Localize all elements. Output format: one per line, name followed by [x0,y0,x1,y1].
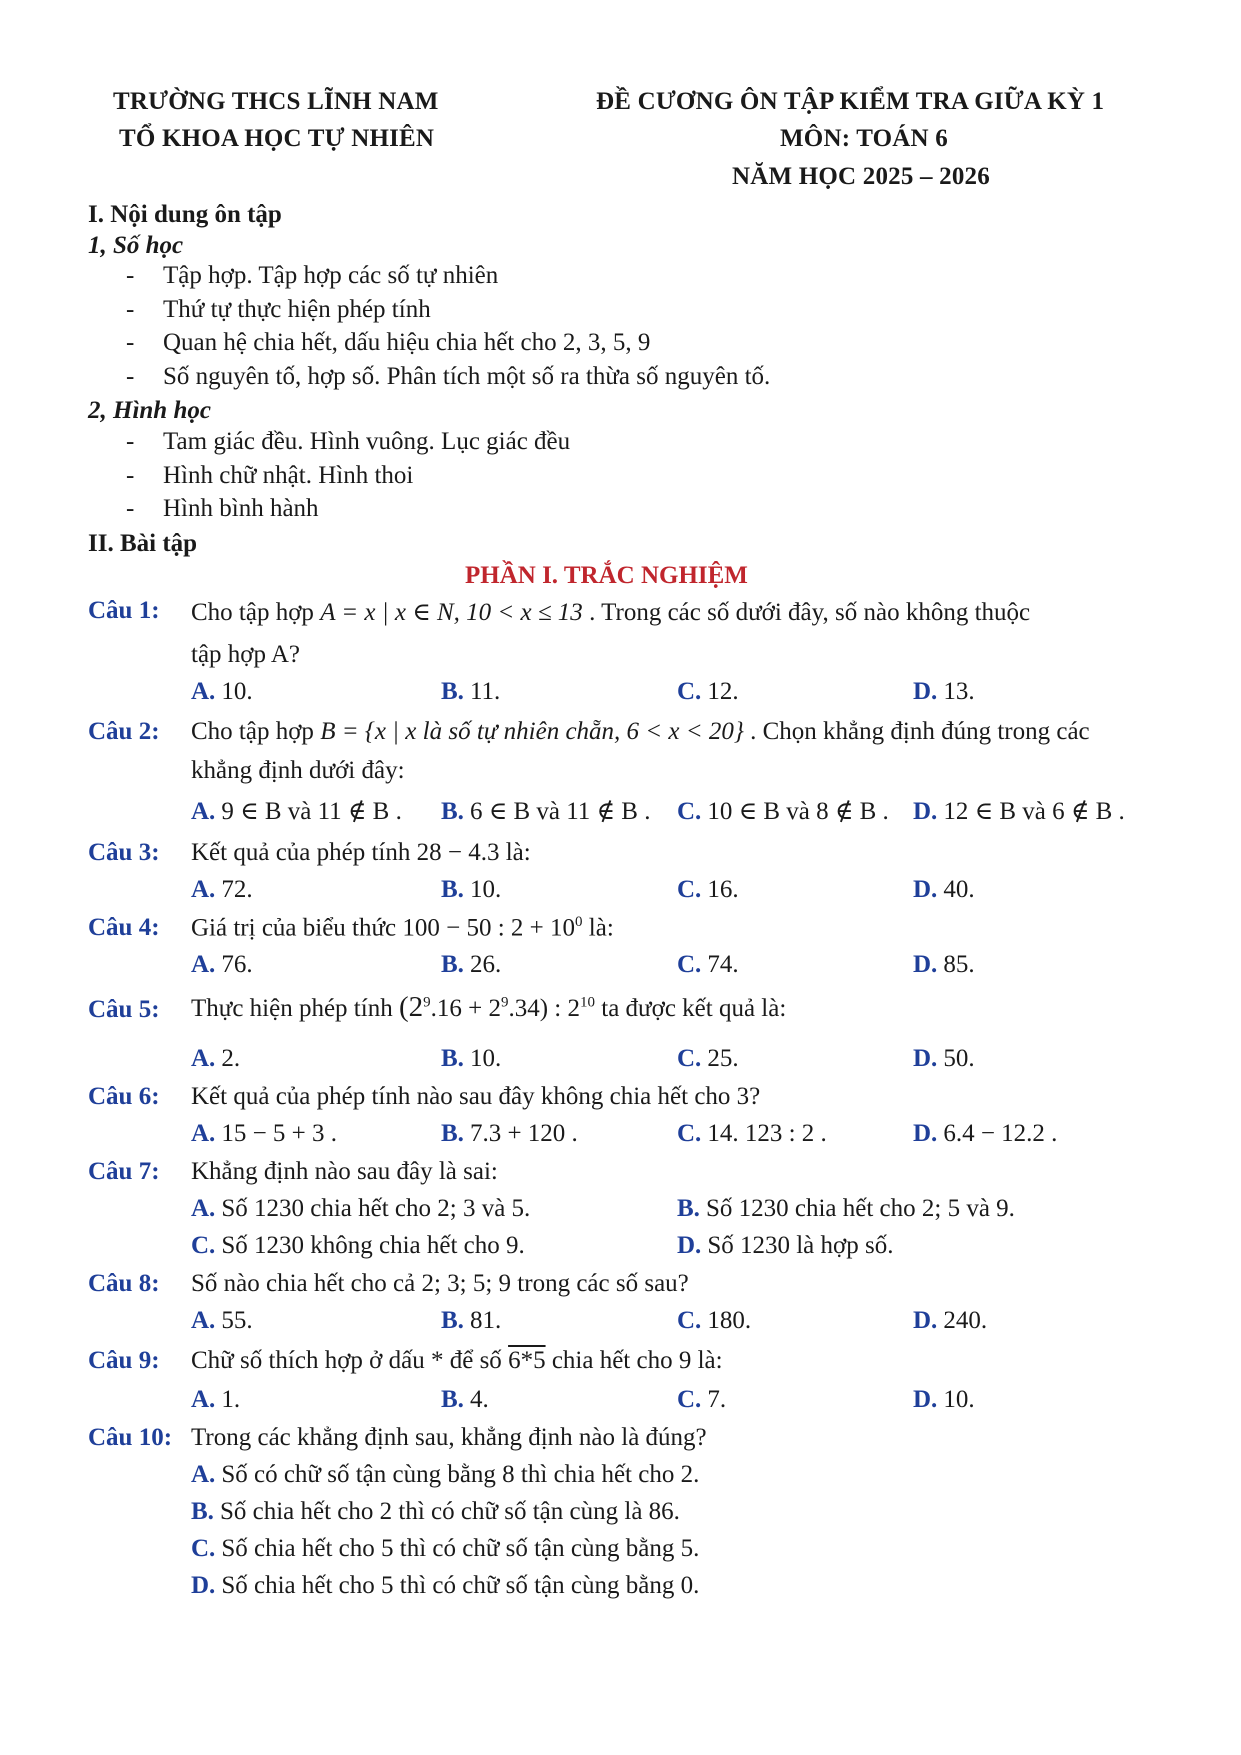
question-label: Câu 6: [88,1083,160,1110]
question-text: Cho tập hợp A = x | x ∈ N, 10 < x ≤ 13 . Trong các số dưới đây, số nào không thuộc [191,599,1031,626]
section-1-title: I. Nội dung ôn tập [88,201,282,228]
option-c: C. 12. [677,678,739,705]
option-b: B. Số chia hết cho 2 thì có chữ số tận cùng là 86. [191,1498,680,1525]
option-c: C. 16. [677,876,739,903]
option-b: B. 4. [441,1386,489,1413]
option-d: D. 10. [913,1386,975,1413]
option-b: B. Số 1230 chia hết cho 2; 5 và 9. [677,1195,1015,1222]
question-text-line2: tập hợp A? [191,641,301,668]
school-year: NĂM HỌC 2025 – 2026 [732,163,990,190]
question-text: Số nào chia hết cho cả 2; 3; 5; 9 trong các số sau? [191,1270,689,1297]
option-a: A. 76. [191,951,253,978]
option-c: C. 74. [677,951,739,978]
question-label: Câu 10: [88,1424,173,1451]
option-d: D. 50. [913,1045,975,1072]
question-text: Chữ số thích hợp ở dấu * để số 6*5 chia hết cho 9 là: [191,1347,723,1374]
option-a: A. Số có chữ số tận cùng bằng 8 thì chia hết cho 2. [191,1461,700,1488]
option-d: D. Số 1230 là hợp số. [677,1232,894,1259]
option-a: A. 9 ∈ B và 11 ∉ B . [191,798,402,825]
option-d: D. 13. [913,678,975,705]
option-c: C. 10 ∈ B và 8 ∉ B . [677,798,889,825]
option-d: D. 240. [913,1307,988,1334]
subsection-arithmetic-title: 1, Số học [88,232,184,259]
option-a: A. 2. [191,1045,241,1072]
question-text: Thực hiện phép tính $(2^9.16 + 2^9.34)$ : $2^{10}$ ta được kết quả là: [191,991,787,1023]
option-d: D. 40. [913,876,975,903]
option-c: C. 180. [677,1307,752,1334]
question-label: Câu 2: [88,718,160,745]
option-a: A. 1. [191,1386,241,1413]
question-text: Cho tập hợp B = {x | x là số tự nhiên chẵn, 6 < x < 20} . Chọn khẳng định đúng trong các [191,718,1090,745]
question-label: Câu 5: [88,996,160,1023]
question-label: Câu 9: [88,1347,160,1374]
part-title: PHẦN I. TRẮC NGHIỆM [465,562,748,589]
option-b: B. 10. [441,1045,502,1072]
question-text: Kết quả của phép tính nào sau đây không chia hết cho 3? [191,1083,761,1110]
option-c: C. Số 1230 không chia hết cho 9. [191,1232,525,1259]
option-b: B. 81. [441,1307,502,1334]
option-a: A. 10. [191,678,253,705]
option-a: A. 15 − 5 + 3 . [191,1120,338,1147]
school-name: TRƯỜNG THCS LĨNH NAM [113,88,439,115]
subject-line: MÔN: TOÁN 6 [780,125,948,152]
option-d: D. 12 ∈ B và 6 ∉ B . [913,798,1125,825]
option-b: B. 10. [441,876,502,903]
option-c: C. Số chia hết cho 5 thì có chữ số tận cùng bằng 5. [191,1535,700,1562]
subsection-geometry-title: 2, Hình học [88,397,211,424]
option-a: A. 72. [191,876,253,903]
option-c: C. 7. [677,1386,727,1413]
option-d: D. Số chia hết cho 5 thì có chữ số tận cùng bằng 0. [191,1572,700,1599]
option-b: B. 11. [441,678,501,705]
question-label: Câu 8: [88,1270,160,1297]
option-b: B. 7.3 + 120 . [441,1120,578,1147]
option-d: D. 85. [913,951,975,978]
question-label: Câu 4: [88,914,160,941]
option-a: A. 55. [191,1307,253,1334]
question-text: Giá trị của biểu thức 100 − 50 : $2 + 10^0$ là: [191,914,614,942]
option-b: B. 6 ∈ B và 11 ∉ B . [441,798,651,825]
question-text: Kết quả của phép tính 28 − 4.3 là: [191,839,531,866]
option-c: C. 14. 123 : 2 . [677,1120,827,1147]
option-b: B. 26. [441,951,502,978]
department-name: TỔ KHOA HỌC TỰ NHIÊN [119,125,435,152]
option-d: D. 6.4 − 12.2 . [913,1120,1058,1147]
question-label: Câu 1: [88,597,160,624]
document-title: ĐỀ CƯƠNG ÔN TẬP KIỂM TRA GIỮA KỲ 1 [596,88,1105,115]
section-2-title: II. Bài tập [88,530,198,557]
option-c: C. 25. [677,1045,739,1072]
question-text-line2: khẳng định dưới đây: [191,757,405,784]
option-a: A. Số 1230 chia hết cho 2; 3 và 5. [191,1195,531,1222]
question-label: Câu 3: [88,839,160,866]
question-text: Trong các khẳng định sau, khẳng định nào là đúng? [191,1424,707,1451]
question-label: Câu 7: [88,1158,160,1185]
question-text: Khẳng định nào sau đây là sai: [191,1158,498,1185]
